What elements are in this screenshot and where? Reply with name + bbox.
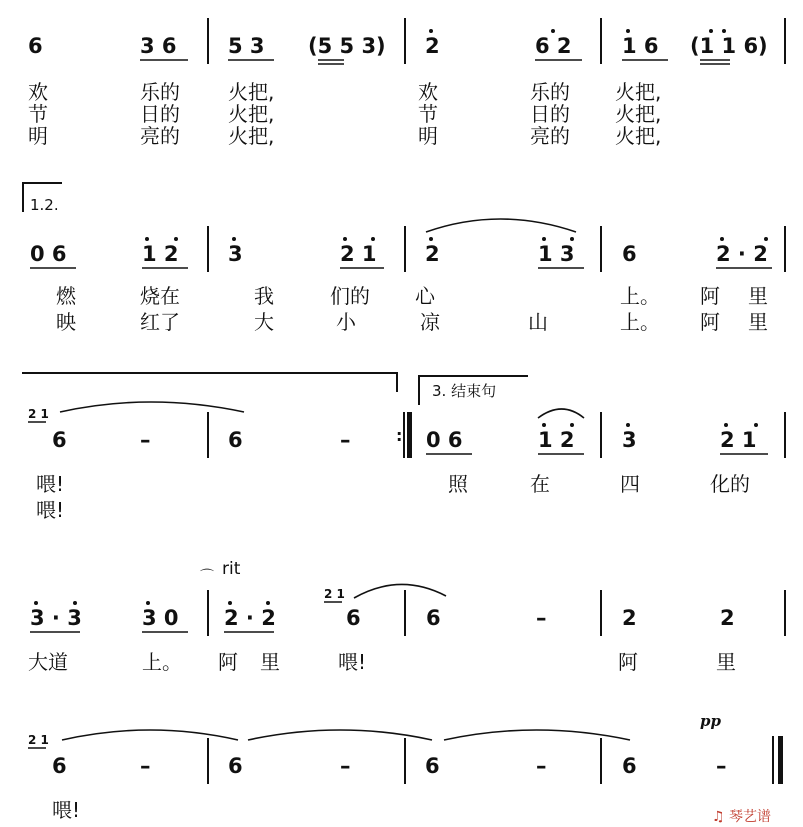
note: 6 (28, 34, 43, 58)
watermark (712, 806, 771, 826)
grace-note: 2 1 (324, 587, 345, 601)
octave-dot (626, 29, 630, 33)
volta-label: 3. 结束句 (432, 382, 497, 400)
lyric: 火把, (615, 80, 662, 104)
grace-note: 2 1 (28, 407, 49, 421)
lyric: 阿 (700, 310, 720, 334)
note: 2 1 (340, 242, 377, 266)
octave-dot (266, 601, 270, 605)
tie (248, 730, 432, 740)
note: – (140, 754, 151, 778)
note: 2 (720, 606, 735, 630)
note-bracket: (5 5 3) (308, 34, 386, 58)
octave-dot (570, 237, 574, 241)
slur (426, 219, 576, 232)
lyric: 燃 (56, 284, 76, 308)
lyric: 亮的 (140, 124, 180, 148)
lyric: 映 (56, 310, 76, 334)
octave-dot (542, 423, 546, 427)
lyric: 阿 (618, 650, 638, 674)
lyric: 欢 (28, 80, 48, 104)
octave-dot (228, 601, 232, 605)
octave-dot (551, 29, 555, 33)
octave-dot (34, 601, 38, 605)
lyric: 火把, (228, 80, 275, 104)
octave-dot (429, 237, 433, 241)
lyric: 心 (415, 284, 435, 308)
tie (62, 730, 238, 740)
lyric: 亮的 (530, 124, 570, 148)
note: 6 (52, 754, 67, 778)
note-bracket: (1 1 6) (690, 34, 768, 58)
lyric: 日的 (530, 102, 570, 126)
note: 6 (346, 606, 361, 630)
lyric: 乐的 (530, 80, 570, 104)
lyric: 们的 (330, 284, 370, 308)
lyric: 里 (716, 650, 736, 674)
volta-label: 1.2. (30, 196, 59, 214)
note: – (340, 428, 351, 452)
lyric: 喂! (36, 498, 65, 522)
lyric: 照 (448, 472, 468, 496)
lyric: 节 (418, 102, 438, 126)
note: – (716, 754, 727, 778)
note: – (140, 428, 151, 452)
lyric: 大道 (28, 650, 68, 674)
lyric: 火把, (228, 124, 275, 148)
lyric: 我 (254, 284, 274, 308)
tempo-marking: rit (222, 559, 241, 579)
octave-dot (764, 237, 768, 241)
note: – (536, 754, 547, 778)
note: 2 (622, 606, 637, 630)
repeat-dots: : (396, 426, 403, 445)
note: 6 (622, 754, 637, 778)
slur (538, 409, 584, 418)
octave-dot (754, 423, 758, 427)
tie (60, 402, 244, 412)
lyric: 火把, (615, 102, 662, 126)
octave-dot (343, 237, 347, 241)
note: 1 6 (622, 34, 659, 58)
note: 3 (622, 428, 637, 452)
lyric: 喂! (52, 798, 81, 822)
note: 6 (622, 242, 637, 266)
note: 0 6 (30, 242, 67, 266)
note: 1 2 (538, 428, 575, 452)
octave-dot (146, 601, 150, 605)
tie (354, 584, 446, 598)
lyric: 里 (260, 650, 280, 674)
lyric: 山 (528, 310, 548, 334)
note: 3 · 3 (30, 606, 82, 630)
lyric: 上。 (620, 284, 660, 308)
lyric: 乐的 (140, 80, 180, 104)
note: 1 2 (142, 242, 179, 266)
lyric: 里 (748, 284, 768, 308)
octave-dot (724, 423, 728, 427)
lyric: 火把, (228, 102, 275, 126)
octave-dot (722, 29, 726, 33)
lyric: 阿 (700, 284, 720, 308)
lyric: 红了 (140, 310, 180, 334)
octave-dot (174, 237, 178, 241)
lyric: 凉 (420, 310, 440, 334)
note: 5 3 (228, 34, 265, 58)
lyric: 大 (254, 310, 274, 334)
note: 2 (425, 34, 440, 58)
octave-dot (429, 29, 433, 33)
lyric: 喂! (36, 472, 65, 496)
lyric: 烧在 (140, 284, 180, 308)
tie (444, 730, 630, 740)
lyric: 喂! (338, 650, 367, 674)
note: 3 (228, 242, 243, 266)
watermark-text: 琴艺谱 (729, 809, 772, 825)
octave-dot (570, 423, 574, 427)
lyric: 欢 (418, 80, 438, 104)
note: 0 6 (426, 428, 463, 452)
music-note-icon: ♫ (712, 809, 725, 825)
lyric: 里 (748, 310, 768, 334)
lyric: 火把, (615, 124, 662, 148)
note: 2 · 2 (224, 606, 276, 630)
note: – (340, 754, 351, 778)
note: 6 (52, 428, 67, 452)
lyric: 四 (620, 472, 640, 496)
note: 6 2 (535, 34, 572, 58)
note: 2 1 (720, 428, 757, 452)
lyric: 节 (28, 102, 48, 126)
octave-dot (720, 237, 724, 241)
note: – (536, 606, 547, 630)
octave-dot (626, 423, 630, 427)
lyric: 小 (336, 310, 356, 334)
octave-dot (371, 237, 375, 241)
lyric: 上。 (142, 650, 182, 674)
note: 3 0 (142, 606, 179, 630)
octave-dot (73, 601, 77, 605)
lyric: 在 (530, 472, 550, 496)
note: 6 (228, 428, 243, 452)
octave-dot (709, 29, 713, 33)
note: 1 3 (538, 242, 575, 266)
note: 6 (426, 606, 441, 630)
grace-note: 2 1 (28, 733, 49, 747)
fermata-icon: ⌒ (200, 569, 214, 585)
note: 6 (228, 754, 243, 778)
octave-dot (145, 237, 149, 241)
note: 2 · 2 (716, 242, 768, 266)
lyric: 化的 (710, 472, 750, 496)
lyric: 阿 (218, 650, 238, 674)
note: 6 (425, 754, 440, 778)
lyric: 明 (418, 124, 438, 148)
lyric: 日的 (140, 102, 180, 126)
note: 3 6 (140, 34, 177, 58)
lyric: 明 (28, 124, 48, 148)
dynamic-marking: pp (700, 712, 721, 730)
lyric: 上。 (620, 310, 660, 334)
note: 2 (425, 242, 440, 266)
octave-dot (232, 237, 236, 241)
octave-dot (542, 237, 546, 241)
